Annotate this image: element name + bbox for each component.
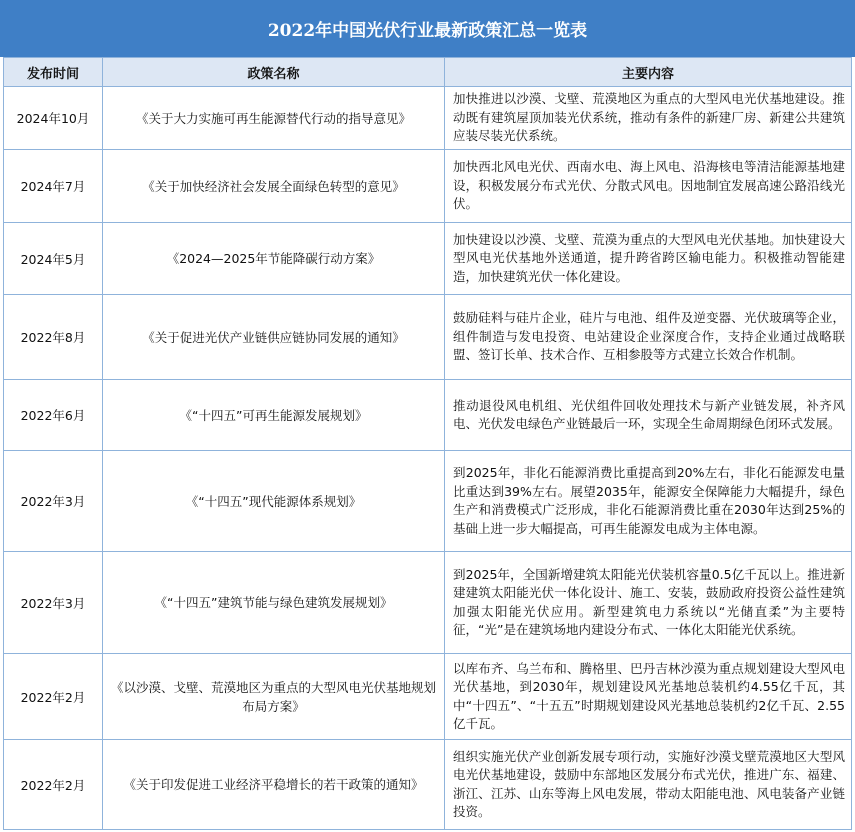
row-policy-name: 《“十四五”可再生能源发展规划》 xyxy=(103,380,445,451)
row-date: 2024年7月 xyxy=(4,150,103,223)
table-row xyxy=(4,451,852,552)
row-date: 2024年5月 xyxy=(4,223,103,295)
row-date: 2024年10月 xyxy=(4,87,103,150)
table-title: 2022年中国光伏行业最新政策汇总一览表 xyxy=(0,0,855,57)
row-content: 推动退役风电机组、光伏组件回收处理技术与新产业链发展，补齐风电、光伏发电绿色产业链最后一环，实现全生命周期绿色闭环式发展。 xyxy=(445,380,852,451)
row-policy-name: 《关于加快经济社会发展全面绿色转型的意见》 xyxy=(103,150,445,223)
table-row xyxy=(4,223,852,295)
row-content: 加快西北风电光伏、西南水电、海上风电、沿海核电等清洁能源基地建设，积极发展分布式光伏、分散式风电。因地制宜发展高速公路沿线光伏。 xyxy=(445,150,852,223)
row-policy-name: 《“十四五”现代能源体系规划》 xyxy=(103,451,445,552)
row-content: 到2025年，全国新增建筑太阳能光伏装机容量0.5亿千瓦以上。推进新建建筑太阳能光伏一体化设计、施工、安装，鼓励政府投资公益性建筑加强太阳能光伏应用。新型建筑电力系统以“光储直柔”为主要特征，“光”是在建筑场地内建设分布式、一体化太阳能光伏系统。 xyxy=(445,552,852,654)
row-content: 到2025年，非化石能源消费比重提高到20%左右，非化石能源发电量比重达到39%左右。展望2035年，能源安全保障能力大幅提升，绿色生产和消费模式广泛形成，非化石能源消费比重在2030年达到25%的基础上进一步大幅提高，可再生能源发电成为主体电源。 xyxy=(445,451,852,552)
table-row xyxy=(4,295,852,380)
header-row xyxy=(4,58,852,87)
table-row xyxy=(4,552,852,654)
row-date: 2022年6月 xyxy=(4,380,103,451)
row-policy-name: 《2024—2025年节能降碳行动方案》 xyxy=(103,223,445,295)
row-date: 2022年3月 xyxy=(4,451,103,552)
table-row xyxy=(4,740,852,830)
row-policy-name: 《以沙漠、戈壁、荒漠地区为重点的大型风电光伏基地规划布局方案》 xyxy=(103,654,445,740)
row-content: 以库布齐、乌兰布和、腾格里、巴丹吉林沙漠为重点规划建设大型风电光伏基地，到2030年，规划建设风光基地总装机约4.55亿千瓦，其中“十四五”、“十五五”时期规划建设风光基地总装机约2亿千瓦、2.55亿千瓦。 xyxy=(445,654,852,740)
table-row xyxy=(4,380,852,451)
row-content: 鼓励硅料与硅片企业，硅片与电池、组件及逆变器、光伏玻璃等企业，组件制造与发电投资、电站建设企业深度合作，支持企业通过战略联盟、签订长单、技术合作、互相参股等方式建立长效合作机制。 xyxy=(445,295,852,380)
row-policy-name: 《关于印发促进工业经济平稳增长的若干政策的通知》 xyxy=(103,740,445,830)
row-policy-name: 《关于大力实施可再生能源替代行动的指导意见》 xyxy=(103,87,445,150)
table-row xyxy=(4,654,852,740)
header-content: 主要内容 xyxy=(445,58,852,87)
row-date: 2022年2月 xyxy=(4,654,103,740)
table-row xyxy=(4,150,852,223)
row-content: 组织实施光伏产业创新发展专项行动，实施好沙漠戈壁荒漠地区大型风电光伏基地建设，鼓励中东部地区发展分布式光伏，推进广东、福建、浙江、江苏、山东等海上风电发展，带动太阳能电池、风电装备产业链投资。 xyxy=(445,740,852,830)
row-date: 2022年8月 xyxy=(4,295,103,380)
row-date: 2022年2月 xyxy=(4,740,103,830)
policy-table xyxy=(3,57,852,830)
header-name: 政策名称 xyxy=(103,58,445,87)
row-policy-name: 《关于促进光伏产业链供应链协同发展的通知》 xyxy=(103,295,445,380)
table-row xyxy=(4,87,852,150)
row-content: 加快推进以沙漠、戈壁、荒漠地区为重点的大型风电光伏基地建设。推动既有建筑屋顶加装光伏系统，推动有条件的新建厂房、新建公共建筑应装尽装光伏系统。 xyxy=(445,87,852,150)
row-policy-name: 《“十四五”建筑节能与绿色建筑发展规划》 xyxy=(103,552,445,654)
header-date: 发布时间 xyxy=(4,58,103,87)
row-date: 2022年3月 xyxy=(4,552,103,654)
row-content: 加快建设以沙漠、戈壁、荒漠为重点的大型风电光伏基地。加快建设大型风电光伏基地外送通道，提升跨省跨区输电能力。积极推动智能建造，加快建筑光伏一体化建设。 xyxy=(445,223,852,295)
